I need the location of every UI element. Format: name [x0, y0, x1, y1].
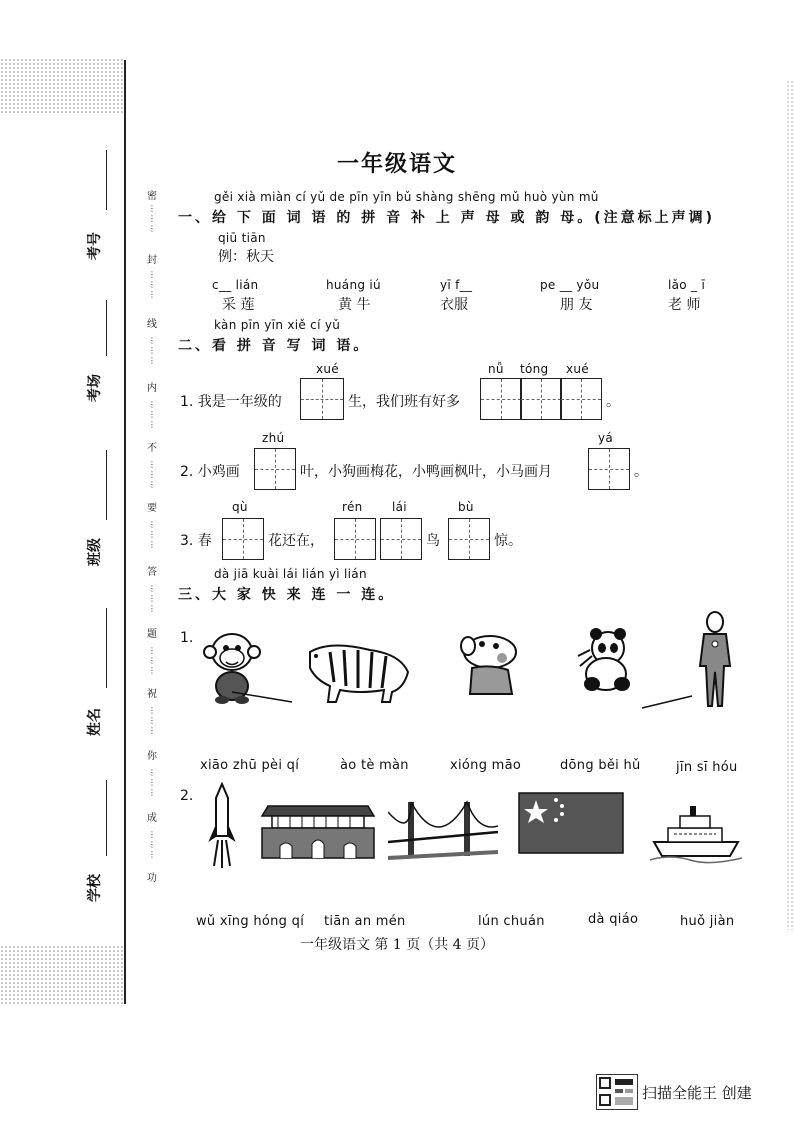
s3-text: 惊。: [494, 533, 522, 549]
match-label: jīn sī hóu: [676, 760, 738, 775]
s1-text: 1. 我是一年级的: [180, 394, 282, 410]
seal-char: 祝: [147, 689, 157, 700]
seal-char: 功: [147, 873, 157, 884]
s2-text: 2. 小鸡画: [180, 464, 240, 480]
panda-picture[interactable]: [572, 626, 640, 694]
field-line-exam-room: [106, 300, 107, 356]
match-label: huǒ jiàn: [680, 914, 735, 929]
field-label-exam-number: 考号: [87, 232, 103, 260]
five-star-red-flag-picture[interactable]: [518, 792, 624, 854]
match-label: xiāo zhū pèi qí: [200, 758, 300, 773]
answer-grid-box[interactable]: [334, 518, 376, 560]
answer-grid-box[interactable]: [300, 378, 344, 420]
page-footer: 一年级语文 第 1 页（共 4 页）: [299, 937, 495, 953]
q1-example-pinyin: qiū tiān: [218, 231, 266, 245]
scan-noise-bottom: [0, 945, 124, 1005]
page-title: 一年级语文: [336, 152, 457, 177]
seal-dots: ⋮ ⋮ ⋮: [148, 400, 156, 429]
q3-pinyin: dà jiā kuài lái lián yì lián: [214, 567, 367, 581]
answer-grid-box[interactable]: [222, 518, 264, 560]
s3-text: 鸟: [426, 533, 440, 549]
q1-item-word: 黄 牛: [338, 297, 371, 313]
field-label-name: 姓名: [87, 708, 103, 736]
s1-text: 。: [606, 394, 620, 410]
s1-pinyin: tóng: [520, 362, 549, 376]
seal-dots: ⋮ ⋮ ⋮: [148, 646, 156, 675]
seal-dots: ⋮ ⋮ ⋮: [148, 830, 156, 859]
s2-pinyin: yá: [598, 431, 614, 445]
seal-char: 线: [147, 319, 157, 330]
match-label: dà qiáo: [588, 912, 639, 927]
s3-pinyin: rén: [342, 500, 363, 514]
s1-pinyin: xué: [566, 362, 589, 376]
q1-example: 例：秋天: [218, 249, 274, 265]
seal-char: 密: [147, 191, 157, 202]
connecting-line-scribble: [232, 690, 742, 714]
q1-item-pinyin: huáng iú: [326, 278, 381, 292]
scanner-watermark: 扫描全能王 创建: [642, 1084, 752, 1102]
match-label: wǔ xīng hóng qí: [196, 914, 305, 929]
field-label-exam-room: 考场: [87, 374, 103, 402]
rocket-picture[interactable]: [208, 782, 236, 870]
seal-dots: ⋮ ⋮ ⋮: [148, 460, 156, 489]
s1-pinyin: nǚ: [488, 362, 504, 376]
scan-noise-right: [786, 80, 794, 930]
field-label-school: 学校: [87, 874, 103, 902]
field-line-class: [106, 450, 107, 520]
seal-dots: ⋮ ⋮ ⋮: [148, 584, 156, 613]
field-label-class: 班级: [87, 538, 103, 566]
answer-grid-box[interactable]: [588, 448, 630, 490]
s2-text: 叶，小狗画梅花，小鸭画枫叶，小马画月: [300, 464, 552, 480]
q1-item-pinyin: pe __ yǒu: [540, 278, 600, 292]
match-label: lún chuán: [478, 914, 545, 929]
seal-dots: ⋮ ⋮ ⋮: [148, 706, 156, 735]
seal-dots: ⋮ ⋮ ⋮: [148, 520, 156, 549]
answer-grid-box[interactable]: [380, 518, 422, 560]
seal-char: 题: [147, 629, 157, 640]
seal-char: 不: [147, 443, 157, 454]
s2-text: 。: [634, 464, 648, 480]
row2-number: 2.: [180, 788, 194, 804]
q1-heading: 一、给 下 面 词 语 的 拼 音 补 上 声 母 或 韵 母。(注意标上声调): [178, 210, 716, 226]
q1-item-pinyin: yī f__: [440, 278, 473, 292]
q1-item-word: 衣服: [440, 297, 468, 313]
s3-pinyin: bù: [458, 500, 474, 514]
q2-heading: 二、看 拼 音 写 词 语。: [178, 338, 371, 354]
s3-pinyin: lái: [392, 500, 407, 514]
field-line-school: [106, 780, 107, 856]
q2-pinyin: kàn pīn yīn xiě cí yǔ: [214, 318, 341, 332]
seal-char: 要: [147, 503, 157, 514]
s1-pinyin: xué: [316, 362, 339, 376]
match-label: ào tè màn: [340, 758, 409, 773]
s3-text: 3. 春: [180, 533, 212, 549]
q1-pinyin: gěi xià miàn cí yǔ de pīn yīn bǔ shàng shēng mǔ huò yùn mǔ: [214, 190, 599, 204]
scan-noise-top: [0, 58, 124, 114]
s1-text: 生，我们班有好多: [348, 394, 460, 410]
ship-picture[interactable]: [650, 800, 742, 864]
answer-grid-box[interactable]: [448, 518, 490, 560]
q3-heading: 三、大 家 快 来 连 一 连。: [178, 587, 396, 603]
answer-grid-box[interactable]: [560, 378, 602, 420]
seal-dots: ⋮ ⋮ ⋮: [148, 204, 156, 233]
seal-char: 答: [147, 567, 157, 578]
field-line-name: [106, 608, 107, 688]
tiananmen-picture[interactable]: [258, 800, 378, 862]
bridge-picture[interactable]: [388, 792, 498, 866]
q1-item-word: 采 莲: [222, 297, 255, 313]
match-label: dōng běi hǔ: [560, 758, 641, 773]
seal-char: 封: [147, 255, 157, 266]
answer-grid-box[interactable]: [480, 378, 522, 420]
match-label: tiān an mén: [324, 914, 406, 929]
binding-edge-line: [124, 60, 126, 1004]
peppa-pig-picture[interactable]: [456, 630, 528, 698]
q1-item-word: 老 师: [668, 297, 701, 313]
match-label: xióng māo: [450, 758, 522, 773]
row1-number: 1.: [180, 630, 194, 646]
seal-char: 内: [147, 383, 157, 394]
s3-pinyin: qù: [232, 500, 248, 514]
q1-item-pinyin: lǎo _ ī: [668, 278, 706, 292]
answer-grid-box[interactable]: [254, 448, 296, 490]
answer-grid-box[interactable]: [520, 378, 562, 420]
q1-item-pinyin: c__ lián: [212, 278, 259, 292]
seal-dots: ⋮ ⋮ ⋮: [148, 336, 156, 365]
seal-dots: ⋮ ⋮ ⋮: [148, 768, 156, 797]
seal-char: 成: [147, 813, 157, 824]
q1-item-word: 朋 友: [560, 297, 593, 313]
s2-pinyin: zhú: [262, 431, 285, 445]
seal-dots: ⋮ ⋮ ⋮: [148, 270, 156, 299]
s3-text: 花还在，: [268, 533, 324, 549]
seal-char: 你: [147, 751, 157, 762]
qr-code-icon: [596, 1074, 638, 1110]
